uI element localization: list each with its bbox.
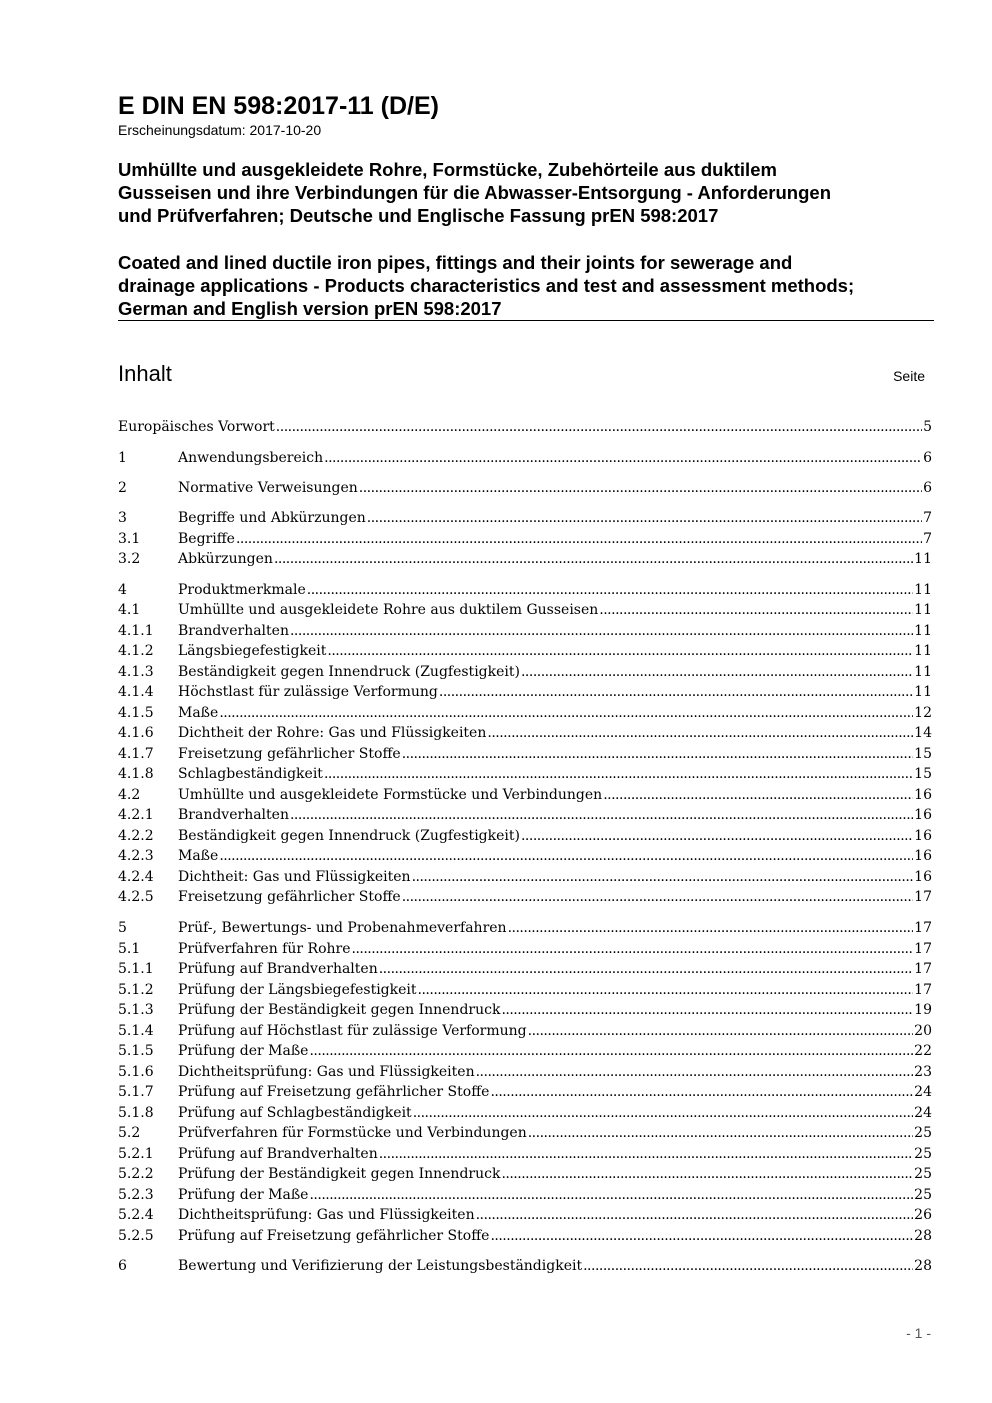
toc-entry-title: Freisetzung gefährlicher Stoffe xyxy=(178,746,401,762)
toc-entry[interactable] xyxy=(118,448,932,468)
toc-entry-title: Europäisches Vorwort xyxy=(118,419,275,435)
toc-dot-leader xyxy=(521,826,913,846)
toc-entry-number: 2 xyxy=(118,480,127,496)
toc-dot-leader xyxy=(324,764,913,784)
toc-entry-title: Beständigkeit gegen Innendruck (Zugfestigkeit) xyxy=(178,828,520,844)
title-german-line: und Prüfverfahren; Deutsche und Englische Fassung prEN 598:2017 xyxy=(118,205,719,226)
toc-dot-leader xyxy=(599,600,913,620)
toc-entry-page: 22 xyxy=(914,1043,932,1059)
toc-entry[interactable] xyxy=(118,549,932,569)
toc-dot-leader xyxy=(501,1164,913,1184)
toc-entry-page: 17 xyxy=(914,889,932,905)
toc-entry-number: 3.2 xyxy=(118,551,141,567)
toc-dot-leader xyxy=(528,1123,913,1143)
toc-entry[interactable] xyxy=(118,867,932,887)
toc-dot-leader xyxy=(490,1082,913,1102)
toc-dot-leader xyxy=(327,641,913,661)
toc-entry-page: 16 xyxy=(914,828,932,844)
toc-entry-title: Prüfung auf Höchstlast für zulässige Verformung xyxy=(178,1023,527,1039)
toc-entry-title: Umhüllte und ausgekleidete Rohre aus duktilem Gusseisen xyxy=(178,602,599,618)
toc-entry-number: 6 xyxy=(118,1258,127,1274)
toc-entry-title: Prüfung auf Freisetzung gefährlicher Stoffe xyxy=(178,1228,490,1244)
toc-entry-page: 11 xyxy=(914,664,932,680)
toc-entry[interactable] xyxy=(118,887,932,907)
toc-entry-title: Beständigkeit gegen Innendruck (Zugfestigkeit) xyxy=(178,664,520,680)
toc-entry[interactable] xyxy=(118,1103,932,1123)
toc-dot-leader xyxy=(528,1021,914,1041)
toc-entry[interactable] xyxy=(118,1185,932,1205)
toc-entry-number: 3 xyxy=(118,510,127,526)
toc-entry-title: Prüfung der Maße xyxy=(178,1187,309,1203)
toc-dot-leader xyxy=(352,939,914,959)
toc-entry-number: 3.1 xyxy=(118,531,141,547)
title-german-line: Gusseisen und ihre Verbindungen für die Abwasser-Entsorgung - Anforderungen xyxy=(118,182,831,203)
toc-entry[interactable] xyxy=(118,682,932,702)
toc-dot-leader xyxy=(276,417,922,437)
toc-entry[interactable] xyxy=(118,744,932,764)
toc-entry-number: 4.2.4 xyxy=(118,869,154,885)
toc-dot-leader xyxy=(402,887,913,907)
toc-dot-leader xyxy=(367,508,922,528)
toc-entry-number: 5.1.5 xyxy=(118,1043,154,1059)
toc-dot-leader xyxy=(219,703,913,723)
toc-dot-leader xyxy=(476,1062,914,1082)
toc-entry[interactable] xyxy=(118,529,932,549)
toc-entry-number: 5.2.5 xyxy=(118,1228,154,1244)
toc-entry-number: 4 xyxy=(118,582,127,598)
toc-dot-leader xyxy=(219,846,913,866)
toc-entry-page: 11 xyxy=(914,684,932,700)
toc-entry[interactable] xyxy=(118,1164,932,1184)
toc-entry-title: Schlagbeständigkeit xyxy=(178,766,323,782)
issue-date: Erscheinungsdatum: 2017-10-20 xyxy=(118,122,322,138)
toc-entry-page: 17 xyxy=(914,920,932,936)
toc-entry-page: 11 xyxy=(914,643,932,659)
toc-entry[interactable] xyxy=(118,1000,932,1020)
header-divider xyxy=(118,320,934,321)
toc-entry[interactable] xyxy=(118,1123,932,1143)
toc-entry-number: 5.1.8 xyxy=(118,1105,154,1121)
toc-entry-page: 25 xyxy=(914,1125,932,1141)
toc-entry-page: 14 xyxy=(914,725,932,741)
toc-dot-leader xyxy=(307,580,913,600)
toc-entry-title: Anwendungsbereich xyxy=(178,450,324,466)
toc-entry[interactable] xyxy=(118,703,932,723)
toc-heading: Inhalt xyxy=(118,361,172,386)
toc-entry-page: 25 xyxy=(914,1166,932,1182)
toc-entry-number: 4.2.5 xyxy=(118,889,154,905)
toc-entry-title: Freisetzung gefährlicher Stoffe xyxy=(178,889,401,905)
toc-entry-number: 4.2.2 xyxy=(118,828,154,844)
toc-dot-leader xyxy=(508,918,914,938)
toc-entry-title: Abkürzungen xyxy=(178,551,273,567)
toc-entry[interactable] xyxy=(118,600,932,620)
toc-entry[interactable] xyxy=(118,1062,932,1082)
toc-entry-title: Höchstlast für zulässige Verformung xyxy=(178,684,438,700)
toc-entry-number: 4.2.1 xyxy=(118,807,154,823)
toc-entry[interactable] xyxy=(118,662,932,682)
toc-entry[interactable] xyxy=(118,826,932,846)
toc-entry[interactable] xyxy=(118,417,932,437)
toc-entry-title: Prüfverfahren für Formstücke und Verbindungen xyxy=(178,1125,527,1141)
toc-dot-leader xyxy=(521,662,913,682)
toc-entry-page: 11 xyxy=(914,551,932,567)
toc-entry-page: 20 xyxy=(914,1023,932,1039)
toc-entry[interactable] xyxy=(118,1041,932,1061)
toc-entry-title: Prüfung auf Schlagbeständigkeit xyxy=(178,1105,412,1121)
toc-entry-page: 28 xyxy=(914,1258,932,1274)
toc-dot-leader xyxy=(476,1205,914,1225)
toc-dot-leader xyxy=(418,980,914,1000)
toc-entry-number: 4.1 xyxy=(118,602,141,618)
toc-entry-title: Prüfung auf Brandverhalten xyxy=(178,1146,378,1162)
title-german xyxy=(118,158,934,227)
toc-entry-number: 5.1.1 xyxy=(118,961,154,977)
toc-entry-title: Längsbiegefestigkeit xyxy=(178,643,327,659)
toc-entry-number: 5.2.1 xyxy=(118,1146,154,1162)
toc-entry-number: 4.2 xyxy=(118,787,141,803)
toc-dot-leader xyxy=(583,1256,913,1276)
toc-entry-title: Prüfung auf Brandverhalten xyxy=(178,961,378,977)
toc-dot-leader xyxy=(490,1226,913,1246)
toc-dot-leader xyxy=(501,1000,913,1020)
toc-entry-page: 11 xyxy=(914,623,932,639)
toc-entry-title: Dichtheit der Rohre: Gas und Flüssigkeiten xyxy=(178,725,487,741)
toc-dot-leader xyxy=(439,682,913,702)
toc-entry-number: 5.2.2 xyxy=(118,1166,154,1182)
toc-entry-page: 19 xyxy=(914,1002,932,1018)
toc-entry-title: Maße xyxy=(178,705,219,721)
toc-dot-leader xyxy=(603,785,913,805)
toc-entry-title: Dichtheit: Gas und Flüssigkeiten xyxy=(178,869,411,885)
toc-page-column-heading: Seite xyxy=(893,368,925,384)
toc-entry-page: 16 xyxy=(914,787,932,803)
toc-entry[interactable] xyxy=(118,621,932,641)
toc-dot-leader xyxy=(379,959,913,979)
toc-entry-page: 11 xyxy=(914,582,932,598)
toc-dot-leader xyxy=(290,805,913,825)
toc-entry-page: 16 xyxy=(914,848,932,864)
toc-entry-page: 25 xyxy=(914,1146,932,1162)
toc-entry-title: Prüf-, Bewertungs- und Probenahmeverfahren xyxy=(178,920,507,936)
toc-entry[interactable] xyxy=(118,1144,932,1164)
toc-entry-title: Maße xyxy=(178,848,219,864)
toc-dot-leader xyxy=(359,478,922,498)
toc-dot-leader xyxy=(487,723,913,743)
toc-entry-page: 16 xyxy=(914,807,932,823)
toc-entry-title: Prüfverfahren für Rohre xyxy=(178,941,351,957)
toc-entry-number: 5.1.4 xyxy=(118,1023,154,1039)
toc-entry[interactable] xyxy=(118,1205,932,1225)
toc-entry-page: 7 xyxy=(923,510,932,526)
toc-entry-number: 4.1.6 xyxy=(118,725,154,741)
toc-entry-number: 4.2.3 xyxy=(118,848,154,864)
title-english xyxy=(118,251,934,320)
toc-dot-leader xyxy=(379,1144,913,1164)
toc-entry-title: Umhüllte und ausgekleidete Formstücke und Verbindungen xyxy=(178,787,603,803)
document-title: E DIN EN 598:2017-11 (D/E) xyxy=(118,92,439,120)
toc-entry-number: 4.1.7 xyxy=(118,746,154,762)
toc-entry-title: Prüfung der Beständigkeit gegen Innendruck xyxy=(178,1002,501,1018)
title-english-line: drainage applications - Products characteristics and test and assessment methods; xyxy=(118,275,855,296)
toc-entry-title: Bewertung und Verifizierung der Leistungsbeständigkeit xyxy=(178,1258,583,1274)
toc-entry[interactable] xyxy=(118,508,932,528)
toc-entry[interactable] xyxy=(118,805,932,825)
toc-entry-page: 25 xyxy=(914,1187,932,1203)
toc-entry-number: 5.2 xyxy=(118,1125,141,1141)
toc-entry-number: 5.1.7 xyxy=(118,1084,154,1100)
toc-entry-number: 5.2.3 xyxy=(118,1187,154,1203)
toc-entry-title: Normative Verweisungen xyxy=(178,480,358,496)
toc-entry[interactable] xyxy=(118,580,932,600)
toc-entry[interactable] xyxy=(118,1082,932,1102)
toc-entry-page: 7 xyxy=(923,531,932,547)
toc-entry-number: 4.1.8 xyxy=(118,766,154,782)
toc-entry-number: 4.1.2 xyxy=(118,643,154,659)
toc-entry-title: Prüfung auf Freisetzung gefährlicher Stoffe xyxy=(178,1084,490,1100)
toc-entry-number: 4.1.1 xyxy=(118,623,154,639)
title-german-line: Umhüllte und ausgekleidete Rohre, Formstücke, Zubehörteile aus duktilem xyxy=(118,159,777,180)
toc-entry-page: 26 xyxy=(914,1207,932,1223)
toc-entry-page: 24 xyxy=(914,1084,932,1100)
toc-entry-title: Brandverhalten xyxy=(178,807,289,823)
toc-entry[interactable] xyxy=(118,939,932,959)
toc-entry[interactable] xyxy=(118,764,932,784)
toc-entry-page: 17 xyxy=(914,982,932,998)
toc-entry-title: Dichtheitsprüfung: Gas und Flüssigkeiten xyxy=(178,1207,475,1223)
toc-entry-page: 15 xyxy=(914,766,932,782)
toc-entry-page: 12 xyxy=(914,705,932,721)
toc-dot-leader xyxy=(309,1185,913,1205)
toc-entry-title: Prüfung der Beständigkeit gegen Innendruck xyxy=(178,1166,501,1182)
toc-entry[interactable] xyxy=(118,723,932,743)
toc-entry-page: 15 xyxy=(914,746,932,762)
toc-dot-leader xyxy=(402,744,913,764)
toc-dot-leader xyxy=(236,529,922,549)
toc-entry-page: 16 xyxy=(914,869,932,885)
title-english-line: Coated and lined ductile iron pipes, fittings and their joints for sewerage and xyxy=(118,252,793,273)
toc-entry[interactable] xyxy=(118,1256,932,1276)
toc-entry-page: 11 xyxy=(914,602,932,618)
toc-entry-page: 17 xyxy=(914,961,932,977)
toc-entry-title: Produktmerkmale xyxy=(178,582,306,598)
toc-entry-page: 28 xyxy=(914,1228,932,1244)
toc-dot-leader xyxy=(324,448,922,468)
toc-entry[interactable] xyxy=(118,918,932,938)
toc-entry-number: 4.1.3 xyxy=(118,664,154,680)
toc-entry-number: 5.1 xyxy=(118,941,141,957)
toc-entry-page: 17 xyxy=(914,941,932,957)
toc-entry-page: 23 xyxy=(914,1064,932,1080)
toc-entry[interactable] xyxy=(118,1226,932,1246)
toc-entry-page: 6 xyxy=(923,480,932,496)
toc-entry-title: Prüfung der Maße xyxy=(178,1043,309,1059)
toc-dot-leader xyxy=(412,867,914,887)
toc-entry[interactable] xyxy=(118,846,932,866)
toc-entry-number: 5.1.3 xyxy=(118,1002,154,1018)
toc-entry-title: Begriffe xyxy=(178,531,235,547)
toc-entry-number: 5 xyxy=(118,920,127,936)
page-number: - 1 - xyxy=(906,1325,931,1341)
toc-entry-number: 5.1.6 xyxy=(118,1064,154,1080)
toc-entry-number: 5.2.4 xyxy=(118,1207,154,1223)
toc-dot-leader xyxy=(274,549,913,569)
toc-entry[interactable] xyxy=(118,959,932,979)
toc-entry-number: 5.1.2 xyxy=(118,982,154,998)
toc-entry[interactable] xyxy=(118,980,932,1000)
toc-entry[interactable] xyxy=(118,785,932,805)
toc-entry[interactable] xyxy=(118,641,932,661)
toc-entry[interactable] xyxy=(118,1021,932,1041)
toc-entry-title: Begriffe und Abkürzungen xyxy=(178,510,366,526)
toc-entry-title: Dichtheitsprüfung: Gas und Flüssigkeiten xyxy=(178,1064,475,1080)
toc-entry-title: Brandverhalten xyxy=(178,623,289,639)
toc-entry-page: 6 xyxy=(923,450,932,466)
toc-entry-title: Prüfung der Längsbiegefestigkeit xyxy=(178,982,417,998)
toc-entry[interactable] xyxy=(118,478,932,498)
toc-entry-number: 4.1.4 xyxy=(118,684,154,700)
toc-dot-leader xyxy=(309,1041,913,1061)
toc-entry-number: 1 xyxy=(118,450,127,466)
toc-entry-page: 24 xyxy=(914,1105,932,1121)
toc-dot-leader xyxy=(413,1103,913,1123)
toc-entry-number: 4.1.5 xyxy=(118,705,154,721)
toc-entry-page: 5 xyxy=(923,419,932,435)
toc-dot-leader xyxy=(290,621,913,641)
title-english-line: German and English version prEN 598:2017 xyxy=(118,298,502,319)
